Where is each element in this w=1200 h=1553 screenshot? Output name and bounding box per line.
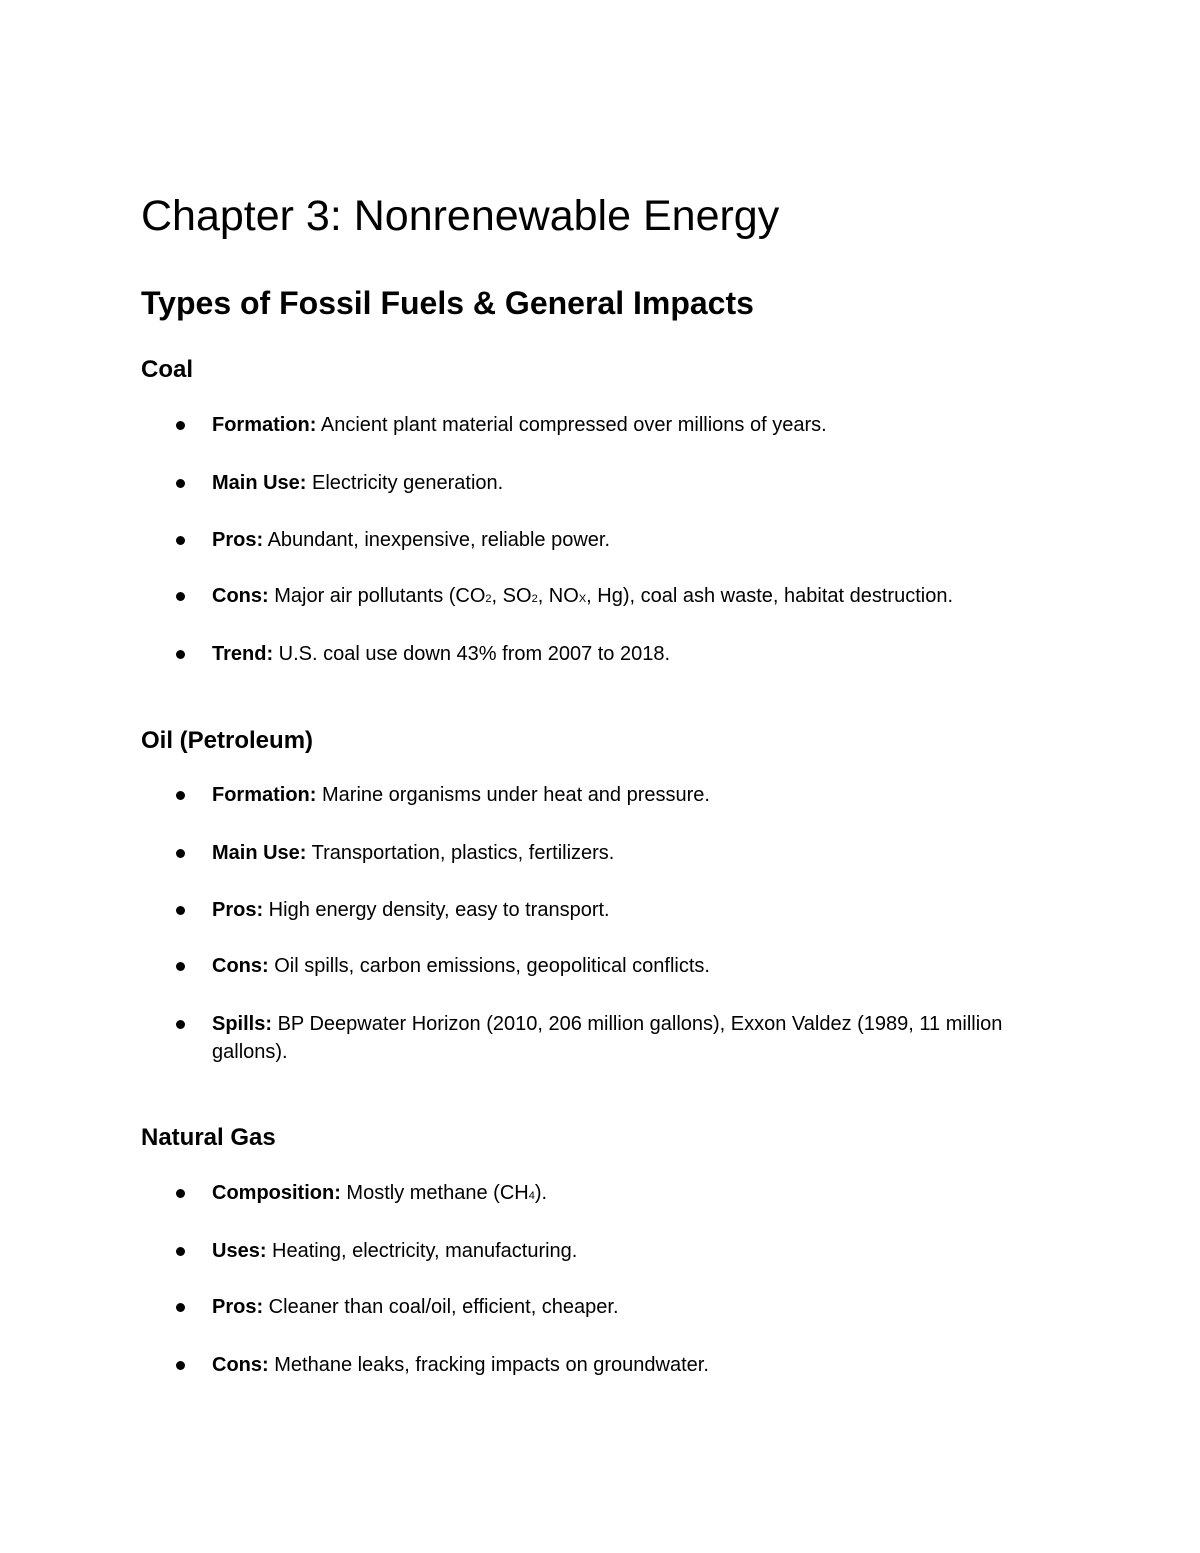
bullet-icon [176, 962, 185, 971]
item-label: Uses: [212, 1240, 267, 1262]
list-item-text [212, 526, 1012, 554]
bullet-icon [176, 791, 185, 800]
item-label: Pros: [212, 1296, 264, 1318]
item-value: , SO [491, 585, 532, 607]
item-label: Formation: [212, 414, 317, 436]
item-label: Main Use: [212, 472, 307, 494]
item-value: Mostly methane (CH [340, 1182, 529, 1204]
item-value: Methane leaks, fracking impacts on groundwater. [268, 1354, 709, 1376]
item-label: Spills: [212, 1013, 273, 1035]
page-title: Chapter 3: Nonrenewable Energy [141, 192, 780, 240]
oil-heading: Oil (Petroleum) [141, 727, 314, 754]
item-value: U.S. coal use down 43% from 2007 to 2018. [273, 643, 671, 665]
bullet-icon [176, 479, 185, 488]
item-label: Composition: [212, 1182, 341, 1204]
item-value: , Hg), coal ash waste, habitat destruction. [586, 585, 954, 607]
list-item-text [212, 469, 1012, 497]
coal-heading: Coal [141, 356, 194, 383]
item-label: Trend: [212, 643, 274, 665]
subscript: X [578, 593, 587, 605]
item-value: High energy density, easy to transport. [263, 899, 610, 921]
bullet-icon [176, 592, 185, 601]
item-label: Main Use: [212, 842, 307, 864]
bullet-icon [176, 849, 185, 858]
section-title: Types of Fossil Fuels & General Impacts [141, 285, 754, 321]
item-label: Pros: [212, 899, 264, 921]
list-item-text [212, 1010, 1012, 1066]
item-value: Cleaner than coal/oil, efficient, cheaper. [263, 1296, 619, 1318]
item-value: Marine organisms under heat and pressure. [316, 784, 710, 806]
list-item-text [212, 952, 1012, 980]
item-value: Transportation, plastics, fertilizers. [306, 842, 615, 864]
list-item-text [212, 1351, 1012, 1379]
item-value: Oil spills, carbon emissions, geopolitical conflicts. [268, 955, 710, 977]
subscript: 2 [531, 593, 538, 605]
item-label: Cons: [212, 585, 269, 607]
subscript: 4 [528, 1190, 535, 1202]
list-item-text [212, 582, 1012, 613]
subscript: 2 [485, 593, 492, 605]
list-item-text [212, 640, 1012, 668]
bullet-icon [176, 906, 185, 915]
list-item-text [212, 781, 1012, 809]
item-label: Pros: [212, 529, 264, 551]
bullet-icon [176, 1189, 185, 1198]
list-item-text [212, 1293, 1012, 1321]
bullet-icon [176, 536, 185, 545]
gas-heading: Natural Gas [141, 1124, 276, 1151]
item-value: , NO [537, 585, 579, 607]
item-label: Cons: [212, 955, 269, 977]
item-value: Major air pollutants (CO [268, 585, 486, 607]
bullet-icon [176, 1020, 185, 1029]
list-item-text [212, 839, 1012, 867]
item-value: Abundant, inexpensive, reliable power. [263, 529, 611, 551]
list-item-text [212, 1237, 1012, 1265]
item-value: BP Deepwater Horizon (2010, 206 million gallons), Exxon Valdez (1989, 11 million gallons). [212, 1013, 1003, 1063]
bullet-icon [176, 421, 185, 430]
list-item-text [212, 1179, 1012, 1210]
list-item-text [212, 896, 1012, 924]
bullet-icon [176, 1361, 185, 1370]
item-value: Heating, electricity, manufacturing. [266, 1240, 578, 1262]
bullet-icon [176, 650, 185, 659]
item-label: Formation: [212, 784, 317, 806]
item-value: ). [534, 1182, 548, 1204]
item-value: Electricity generation. [306, 472, 504, 494]
bullet-icon [176, 1303, 185, 1312]
bullet-icon [176, 1247, 185, 1256]
item-value: Ancient plant material compressed over millions of years. [316, 414, 827, 436]
item-label: Cons: [212, 1354, 269, 1376]
list-item-text [212, 411, 1012, 439]
